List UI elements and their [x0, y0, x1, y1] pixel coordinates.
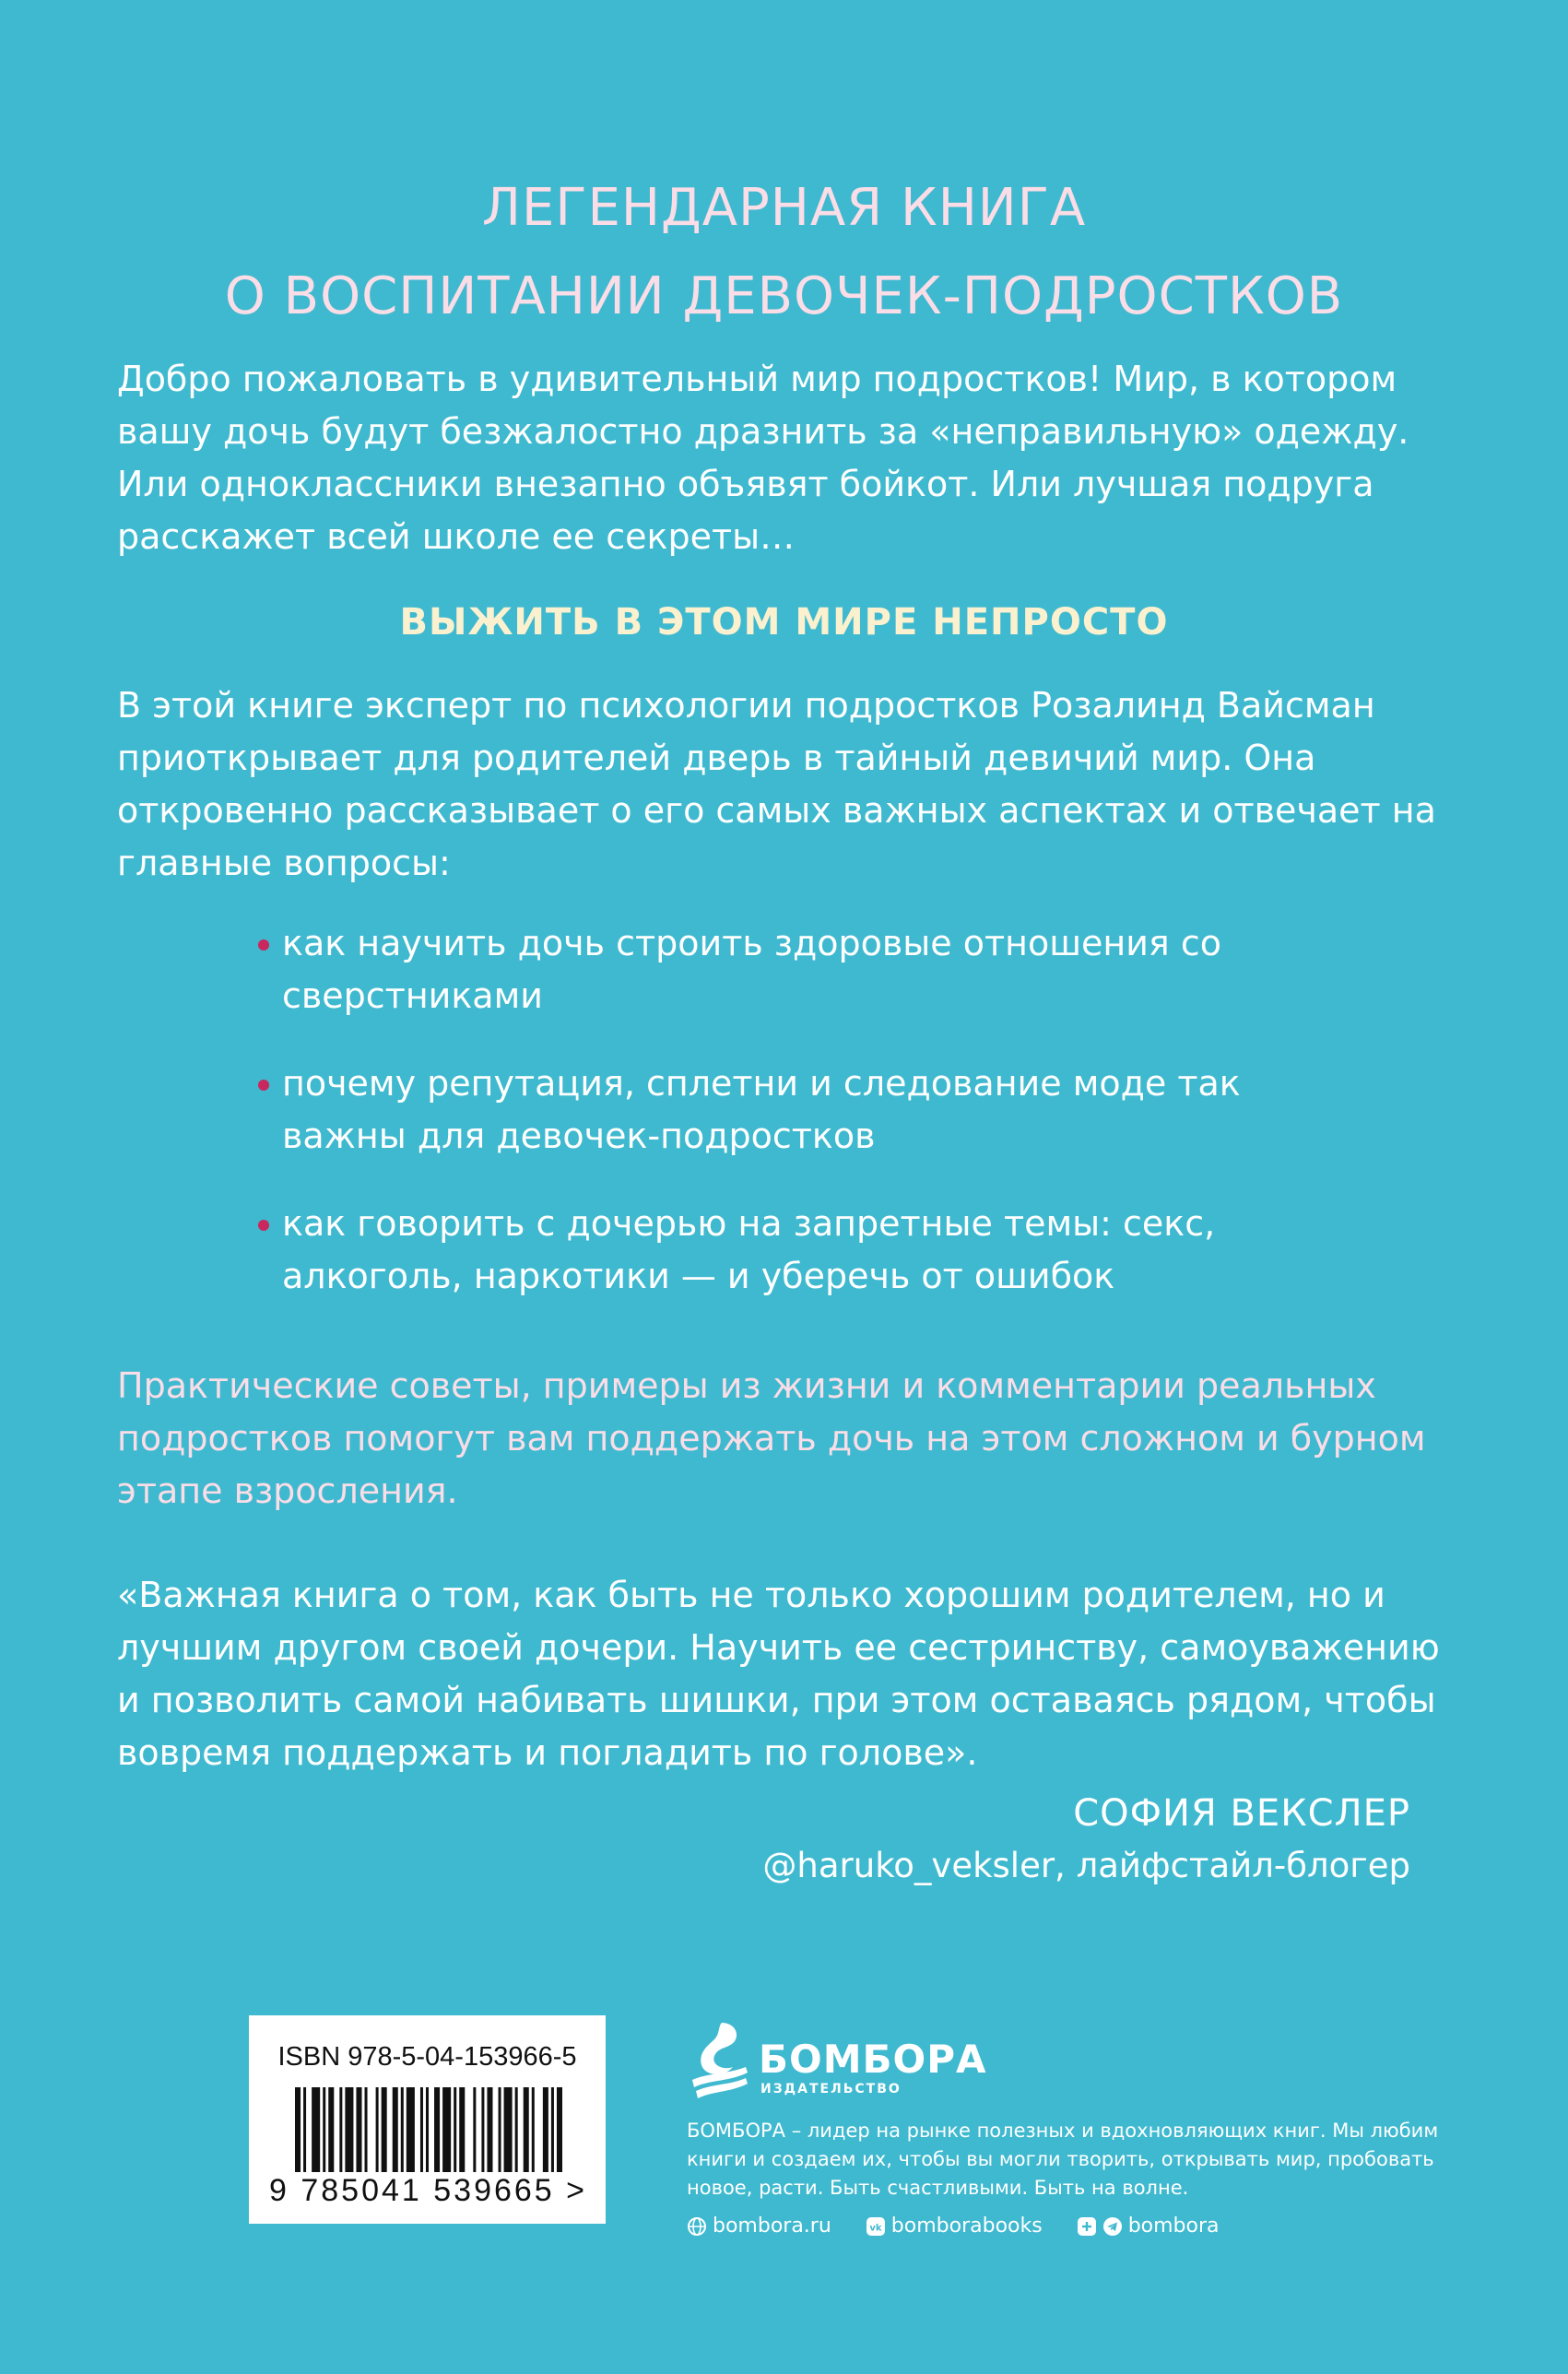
barcode-digits: 9 785041 539665 > — [269, 2173, 588, 2208]
bullet-dot-icon — [258, 1220, 269, 1231]
isbn-barcode — [249, 2015, 606, 2224]
vk-link-text: bomborabooks — [890, 2215, 1043, 2238]
site-link-text: bombora.ru — [713, 2215, 831, 2238]
publisher-links — [687, 2213, 1443, 2245]
intro-paragraph: Добро пожаловать в удивительный мир подростков! Мир, в котором вашу дочь будут безжалостно дразнить за «неправильную» одежду. Или одноклассники внезапно объявят бойкот. Или лучшая подруга расскажет всей школе ее секреты… — [117, 359, 1409, 557]
social-link[interactable] — [1077, 2213, 1220, 2240]
list-item — [258, 1057, 1318, 1163]
practical-paragraph: Практические советы, примеры из жизни и комментарии реальных подростков помогут вам поддержать дочь на этом сложном и бурном этапе взросления. — [117, 1365, 1426, 1511]
publisher-name: БОМБОРА — [759, 2037, 987, 2082]
headline-line-1: ЛЕГЕНДАРНАЯ КНИГА — [481, 178, 1087, 238]
vk-icon — [866, 2216, 886, 2237]
bullet-dot-icon — [258, 1080, 269, 1091]
list-item-text: почему репутация, сплетни и следование моде так важны для девочек-подростков — [282, 1063, 1241, 1156]
vk-link[interactable] — [866, 2213, 1043, 2240]
plus-icon — [1077, 2216, 1097, 2237]
bullet-dot-icon — [258, 939, 269, 951]
list-item — [258, 1198, 1318, 1303]
list-item-text: как научить дочь строить здоровые отношения со сверстниками — [282, 923, 1222, 1016]
quote-attribution — [762, 1787, 1410, 1892]
barcode-bars-icon — [295, 2087, 562, 2172]
subheading: ВЫЖИТЬ В ЭТОМ МИРЕ НЕПРОСТО — [399, 601, 1169, 644]
isbn-label: ISBN 978-5-04-153966-5 — [277, 2042, 577, 2072]
publisher-block — [687, 2019, 1443, 2238]
globe-icon — [687, 2216, 707, 2237]
headline — [0, 164, 1568, 341]
site-link[interactable] — [687, 2213, 831, 2240]
description-paragraph: В этой книге эксперт по психологии подростков Розалинд Вайсман приоткрывает для родителей дверь в тайный девичий мир. Она откровенно рассказывает о его самых важных аспектах и отвечает на главные вопросы: — [117, 685, 1436, 883]
publisher-wave-logo-icon — [687, 2019, 753, 2108]
svg-text:vk: vk — [869, 2223, 882, 2234]
review-quote: «Важная книга о том, как быть не только хорошим родителем, но и лучшим другом своей дочери. Научить ее сестринству, самоуважению и позволить самой набивать шишки, при этом оставаясь рядом, чтобы вовремя поддержать и погладить по голове». — [117, 1575, 1440, 1773]
telegram-icon — [1102, 2216, 1123, 2237]
list-item — [258, 917, 1318, 1022]
publisher-description: БОМБОРА – лидер на рынке полезных и вдохновляющих книг. Мы любим книги и создаем их, чтобы вы могли творить, открывать мир, пробовать новое, расти. Быть счастливыми. Быть на волне. — [687, 2120, 1439, 2199]
publisher-subtitle: ИЗДАТЕЛЬСТВО — [760, 2082, 902, 2096]
social-link-text: bombora — [1127, 2215, 1220, 2238]
quote-author-handle: @haruko_veksler, лайфстайл-блогер — [762, 1846, 1410, 1885]
quote-author: СОФИЯ ВЕКСЛЕР — [1073, 1792, 1410, 1835]
headline-line-2: О ВОСПИТАНИИ ДЕВОЧЕК-ПОДРОСТКОВ — [224, 266, 1344, 326]
question-list — [258, 917, 1318, 1338]
publisher-logo — [687, 2019, 1443, 2111]
list-item-text: как говорить с дочерью на запретные темы: секс, алкоголь, наркотики — и уберечь от ошибок — [282, 1203, 1216, 1296]
